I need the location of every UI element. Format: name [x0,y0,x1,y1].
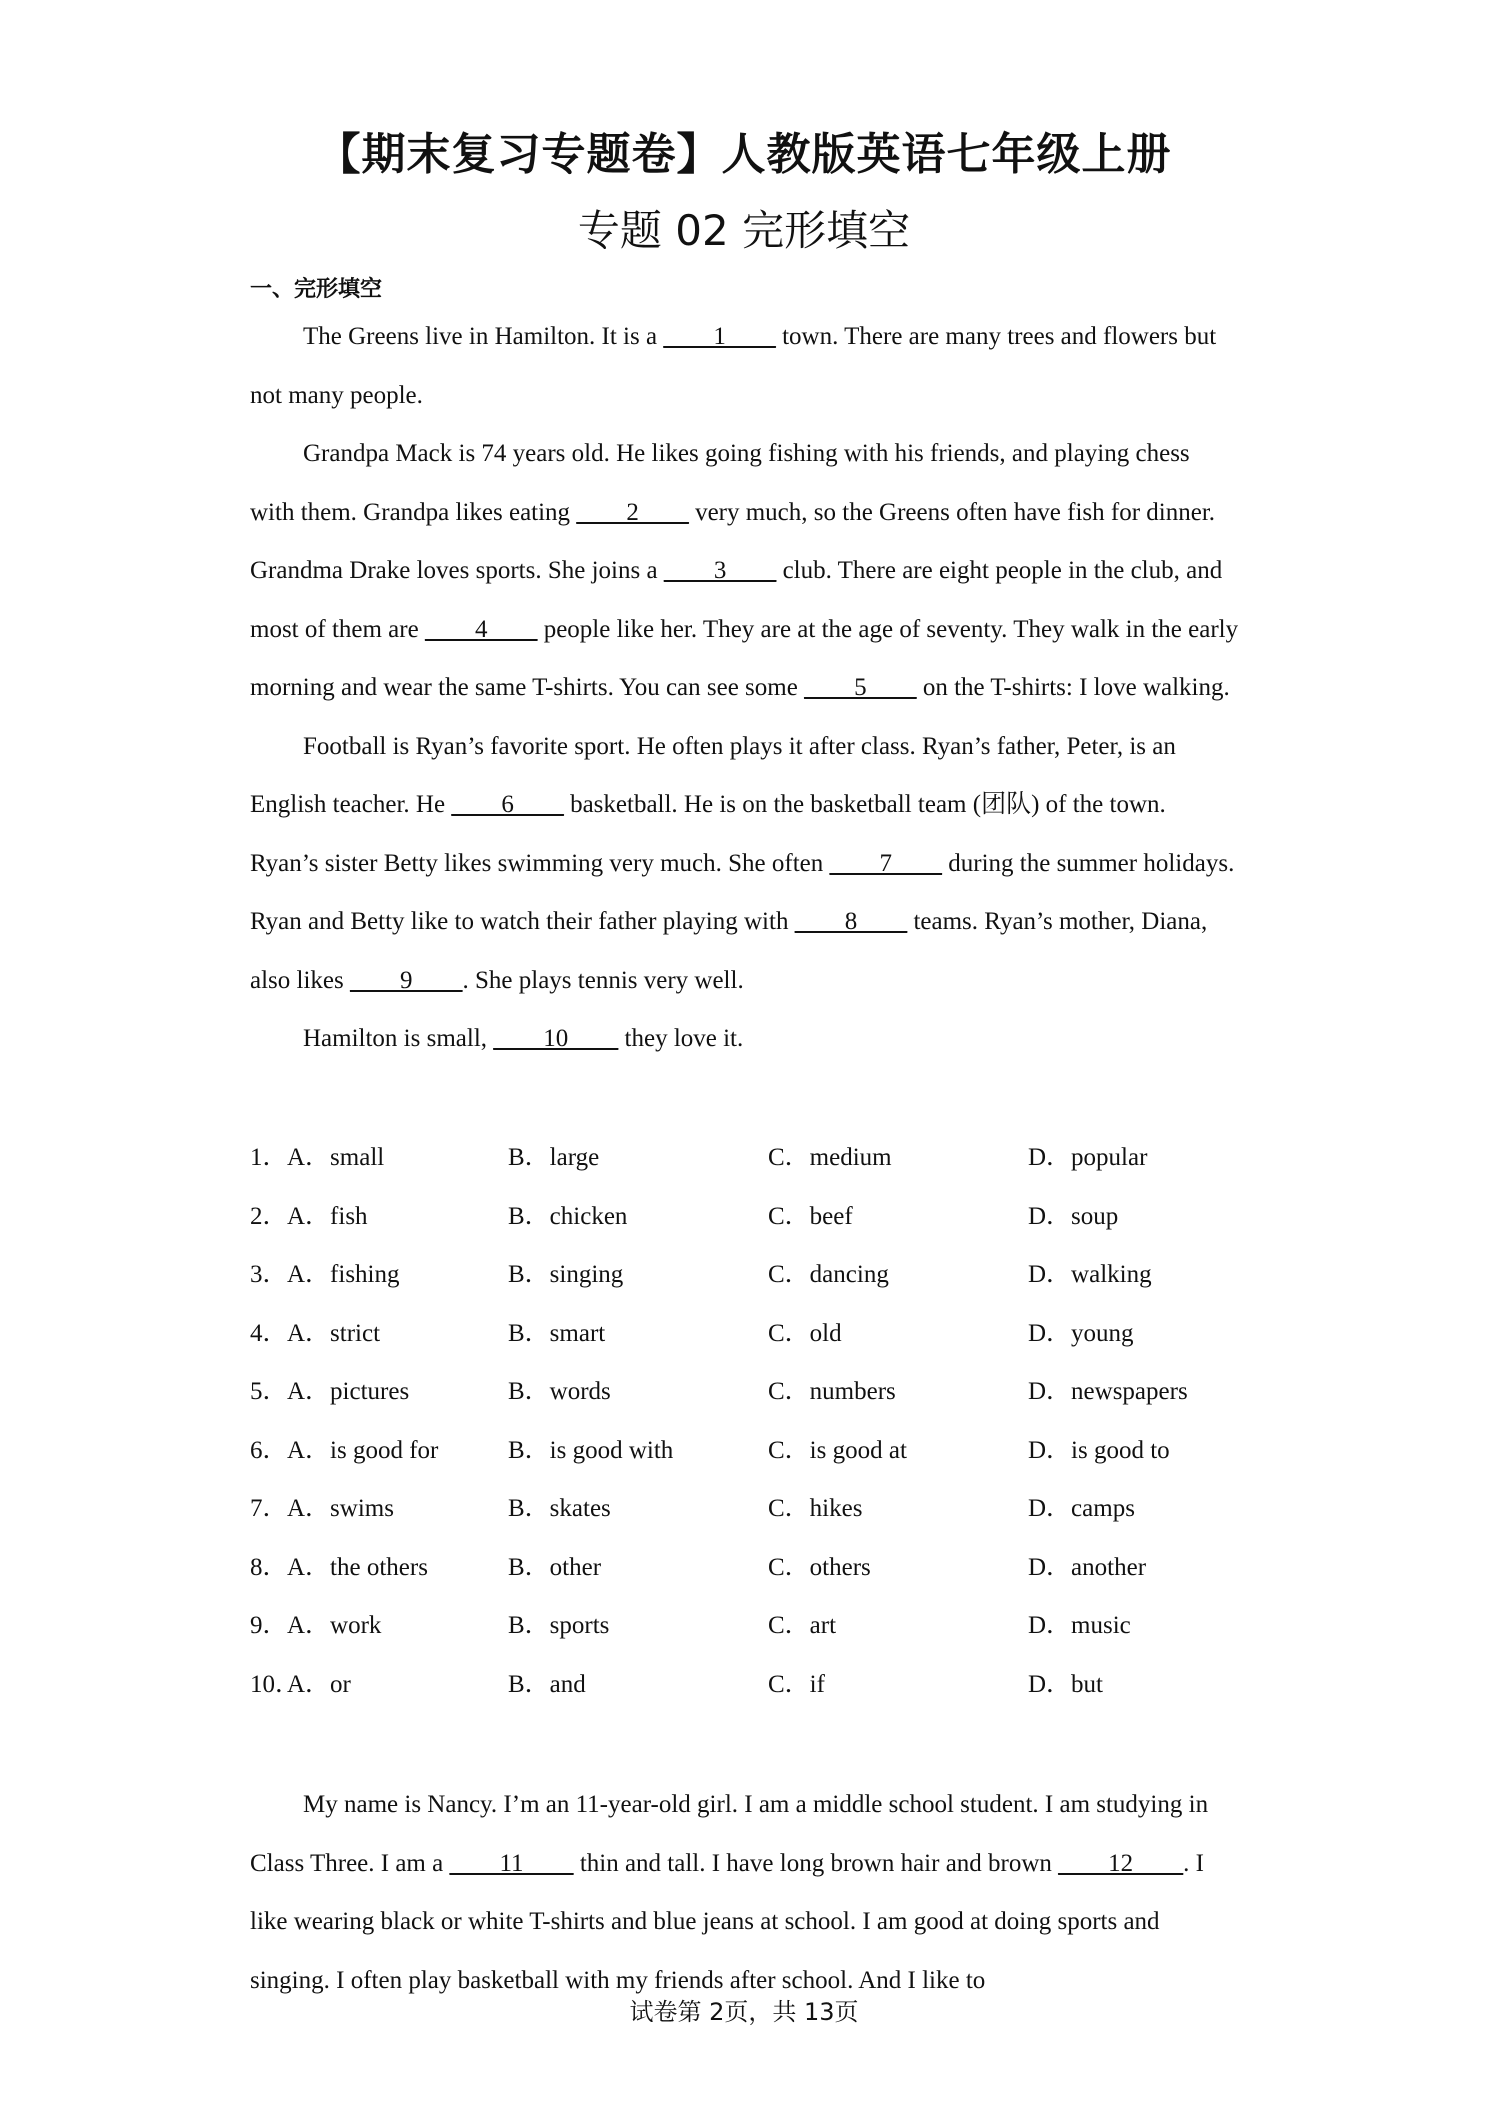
option-b: B．singing [508,1261,624,1288]
option-b: B．sports [508,1612,610,1639]
question-number: 8． [250,1553,288,1581]
option-b: B．words [508,1378,611,1405]
question-number: 6． [250,1436,288,1464]
blank-3: ____3____ [663,557,777,584]
passage-1 [250,308,1240,1069]
text-run: they love it. [618,1025,744,1052]
question-number: 3． [250,1261,288,1288]
option-d: D．soup [1028,1202,1119,1230]
section-heading: 一、完形填空 [250,277,383,302]
option-d: D．camps [1028,1495,1135,1522]
option-c: C．beef [768,1202,853,1230]
option-c: C．if [768,1670,825,1698]
option-c: C．others [768,1553,871,1581]
option-b: B．skates [508,1495,611,1522]
blank-1: ____1____ [663,323,776,350]
option-b: B．smart [508,1319,606,1347]
option-a: A．pictures [287,1378,410,1405]
question-number: 10． [250,1670,301,1698]
question-number: 1． [250,1144,288,1171]
option-b: B．and [508,1670,586,1698]
blank-4: ____4____ [424,615,538,643]
paragraph-3 [250,718,1240,1011]
question-number: 2． [250,1202,288,1230]
blank-8: ____8____ [794,908,908,935]
option-a: A．work [287,1612,382,1639]
question-number: 7． [250,1495,288,1522]
text-run: . I like wearing black or white T-shirts and blue jeans at school. I am good at doing sports and singing. I often play basketball with my friends after school. And I like to [250,1849,1204,1994]
option-c: C．is good at [768,1436,907,1464]
option-b: B．is good with [508,1436,674,1464]
option-b: B．chicken [508,1202,628,1230]
text-run: Hamilton is small, [303,1025,494,1052]
option-b: B．other [508,1553,602,1581]
text-run: club. There are eight people in the club, and most of them are [250,557,1223,643]
option-c: C．art [768,1612,837,1639]
blank-11: ____11____ [449,1849,574,1877]
passage-2 [250,1776,1240,2010]
option-d: D．but [1028,1670,1104,1698]
text-run: people like her. They are at the age of seventy. They walk in the early morning and wear the same T-shirts. You can see some [250,615,1239,701]
option-a: A．small [287,1144,385,1171]
text-run: town. There are many trees and flowers but not many people. [250,323,1217,409]
paragraph-5 [250,1776,1240,2010]
text-run: The Greens live in Hamilton. It is a [303,323,664,350]
blank-2: ____2____ [576,498,689,526]
blank-9: ____9____ [350,966,463,994]
blank-5: ____5____ [804,674,917,701]
option-d: D．young [1028,1319,1134,1347]
option-c: C．old [768,1319,842,1347]
blank-12: ____12____ [1058,1849,1184,1877]
option-d: D．music [1028,1612,1131,1639]
option-b: B．large [508,1144,600,1171]
option-c: C．dancing [768,1261,889,1288]
text-run: Football is Ryan’s favorite sport. He often plays it after class. Ryan’s father, Peter, is an English teacher. He [250,732,1176,818]
question-number: 4． [250,1319,288,1347]
text-run: on the T-shirts: I love walking. [916,674,1230,701]
option-d: D．popular [1028,1144,1148,1171]
document-title: 【期末复习专题卷】人教版英语七年级上册 [316,129,1172,180]
paragraph-1 [250,308,1240,425]
option-d: D．newspapers [1028,1378,1188,1405]
option-d: D．is good to [1028,1436,1170,1464]
option-a: A．swims [287,1495,394,1522]
option-a: A．strict [287,1319,381,1347]
text-run: basketball. He is on the basketball team (团队) of the town. Ryan’s sister Betty likes swimming very much. She often [250,791,1166,877]
option-c: C．numbers [768,1378,896,1405]
option-a: A．fish [287,1202,368,1230]
question-number: 5． [250,1378,288,1405]
text-run: very much, so the Greens often have fish for dinner. Grandma Drake loves sports. She joins a [250,498,1216,584]
paragraph-4 [250,1010,1240,1069]
document-subtitle: 专题 02 完形填空 [577,206,911,255]
option-a: A．fishing [287,1261,400,1288]
option-a: A．the others [287,1553,428,1581]
option-a: A．is good for [287,1436,439,1464]
text-run: during the summer holidays. Ryan and Betty like to watch their father playing with [250,849,1235,935]
page-footer: 试卷第 2页，共 13页 [629,1998,859,2026]
blank-7: ____7____ [829,849,942,877]
blank-10: ____10____ [493,1025,619,1052]
text-run: teams. Ryan’s mother, Diana, also likes [250,908,1208,994]
option-c: C．hikes [768,1495,863,1522]
paragraph-2 [250,425,1240,718]
option-a: A．or [287,1670,351,1698]
question-number: 9． [250,1612,288,1639]
option-c: C．medium [768,1144,892,1171]
text-run: . She plays tennis very well. [462,966,744,994]
option-d: D．another [1028,1553,1147,1581]
text-run: Grandpa Mack is 74 years old. He likes going fishing with his friends, and playing chess with them. Grandpa likes eating [250,440,1190,526]
text-run: My name is Nancy. I’m an 11-year-old girl. I am a middle school student. I am studying in Class Three. I am a [250,1791,1209,1877]
option-d: D．walking [1028,1261,1152,1288]
blank-6: ____6____ [451,791,564,818]
text-run: thin and tall. I have long brown hair and brown [573,1849,1059,1877]
